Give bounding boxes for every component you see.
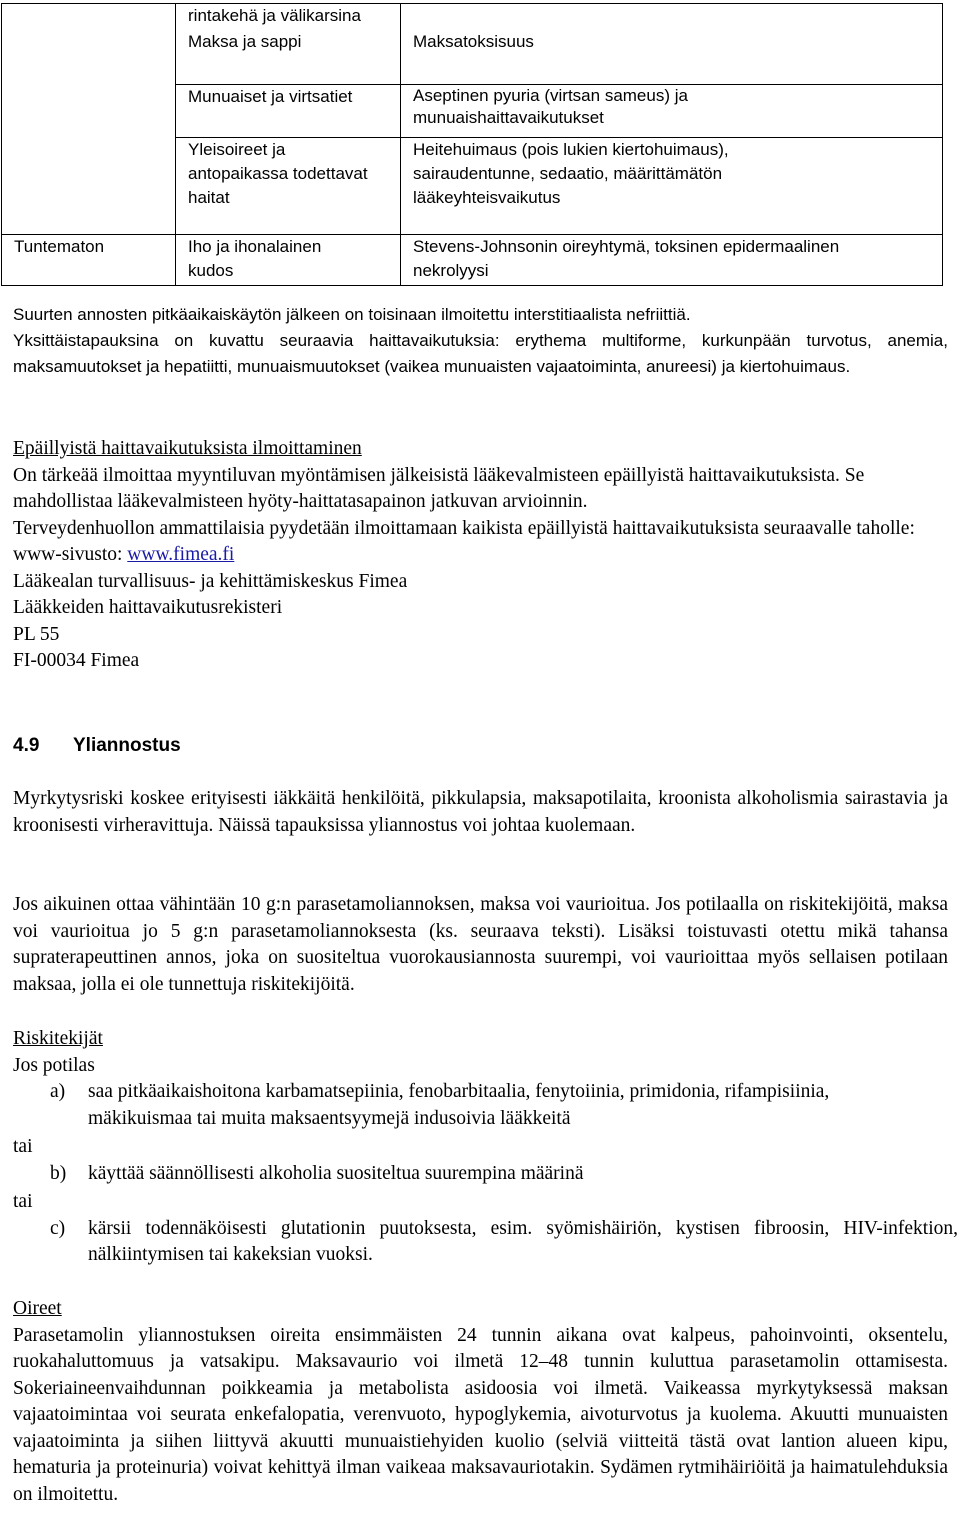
freq-cell: Tuntematon — [2, 235, 176, 286]
risk-heading: Riskitekijät — [13, 1028, 103, 1049]
reporting-paragraph: On tärkeää ilmoittaa myyntiluvan myöntämisen jälkeisistä lääkevalmisteen epäillyistä haittavaikutuksista. Se mahdollistaa lääkevalmisteen hyöty-haittatasapainon jatkuvan arvioinnin. — [13, 464, 865, 512]
fimea-link[interactable]: www.fimea.fi — [127, 544, 235, 565]
organ-line: rintakehä ja välikarsina — [188, 6, 361, 25]
item-text: saa pitkäaikaishoitona karbamatsepiinia, fenobarbitaalia, fenytoiinia, primidonia, rifampisiinia, mäkikuismaa tai muita maksaentsyymejä indusoivia lääkkeitä — [88, 1081, 830, 1129]
organ-line: Iho ja ihonalainen — [188, 237, 322, 256]
list-item — [13, 1216, 958, 1269]
symptoms-heading: Oireet — [13, 1298, 62, 1319]
risk-list — [13, 1079, 958, 1132]
item-text: kärsii todennäköisesti glutationin puutoksesta, esim. syömishäiriön, kystisen fibroosin, HIV-infektion, nälkiintymisen tai kakeksian vuoksi. — [88, 1217, 958, 1265]
effect-line: lääkeyhteisvaikutus — [413, 188, 561, 207]
reporting-paragraph: Terveydenhuollon ammattilaisia pyydetään ilmoittamaan kaikista epäillyistä haittavaikutuksista seuraavalle taholle: — [13, 517, 915, 539]
intro-paragraph: Suurten annosten pitkäaikaiskäytön jälkeen on toisinaan ilmoitettu interstitiaalista nefriittiä. — [13, 305, 691, 324]
table-row — [2, 4, 943, 85]
effect-line: Maksatoksisuus — [413, 32, 534, 51]
risk-list — [13, 1161, 958, 1188]
item-text: käyttää säännöllisesti alkoholia suositeltua suurempina määrinä — [88, 1162, 584, 1184]
address-line: FI-00034 Fimea — [13, 650, 140, 671]
or-connector: tai — [13, 1191, 33, 1212]
adverse-effects-table — [1, 3, 943, 286]
intro-paragraph: Yksittäistapauksina on kuvattu seuraavia haittavaikutuksia: erythema multiforme, kurkunpään turvotus, anemia, maksamuutokset ja hepatiitti, munuaismuutokset (vaikea munuaisten vajaatoiminta, anureesi) ja kiertohuimaus. — [13, 331, 948, 376]
website-label: www-sivusto: — [13, 544, 128, 565]
organ-line: Maksa ja sappi — [188, 32, 302, 51]
risk-section — [13, 1026, 958, 1269]
address-line: Lääkealan turvallisuus- ja kehittämiskeskus Fimea — [13, 570, 408, 592]
effect-line: Heitehuimaus (pois lukien kiertohuimaus), — [413, 140, 729, 159]
organ-line: antopaikassa todettavat — [188, 164, 368, 183]
effect-line: munuaishaittavaikutukset — [413, 108, 604, 127]
symptoms-section — [13, 1296, 948, 1508]
effect-line: Aseptinen pyuria (virtsan sameus) ja — [413, 86, 688, 105]
organ-line: Munuaiset ja virtsatiet — [188, 87, 353, 106]
intro-section — [13, 302, 948, 380]
organ-cell — [176, 235, 401, 286]
organ-line: haitat — [188, 188, 230, 207]
table-row — [2, 235, 943, 286]
risk-lead: Jos potilas — [13, 1054, 95, 1076]
reporting-section — [13, 436, 948, 675]
reporting-heading: Epäillyistä haittavaikutuksista ilmoittaminen — [13, 438, 362, 459]
address-line: PL 55 — [13, 623, 60, 645]
effect-line: Stevens-Johnsonin oireyhtymä, toksinen epidermaalinen — [413, 237, 840, 256]
website-line — [13, 542, 948, 569]
overdose-paragraph: Myrkytysriski koskee erityisesti iäkkäitä henkilöitä, pikkulapsia, maksapotilaita, kroonista alkoholismia sairastavia ja kroonisesti virheravittuja. Näissä tapauksissa yliannostus voi johtaa kuolemaan. — [13, 788, 948, 836]
address-line: Lääkkeiden haittavaikutusrekisteri — [13, 597, 283, 618]
list-item — [13, 1161, 958, 1188]
effects-cell — [401, 4, 943, 85]
item-marker: a) — [50, 1081, 66, 1102]
effects-cell — [401, 85, 943, 138]
list-item — [13, 1079, 888, 1132]
freq-cell — [2, 4, 176, 235]
effect-line: nekrolyysi — [413, 261, 489, 280]
section-heading — [13, 733, 181, 759]
section-title: Yliannostus — [73, 735, 181, 756]
effects-cell — [401, 138, 943, 235]
organ-line: Yleisoireet ja — [188, 140, 286, 159]
effect-line — [413, 4, 942, 28]
or-connector: tai — [13, 1136, 33, 1157]
overdose-paragraph: Jos aikuinen ottaa vähintään 10 g:n parasetamoliannoksen, maksa voi vaurioitua. Jos potilaalla on riskitekijöitä, maksa voi vaurioitua jo 5 g:n parasetamoliannoksesta (ks. seuraava teksti). Lisäksi toistuvasti otettu mikä tahansa supraterapeuttinen annos, joka on suositeltua vuorokausiannosta suurempi, voi vaurioittaa myös sellaisen potilaan maksaa, jolla ei ole tunnettuja riskitekijöitä. — [13, 894, 948, 995]
symptoms-paragraph: Parasetamolin yliannostuksen oireita ensimmäisten 24 tunnin aikana ovat kalpeus, pahoinvointi, oksentelu, ruokahaluttomuus ja vatsakipu. Maksavaurio voi ilmetä 12–48 tunnin kuluttua parasetamolin ottamisesta. Sokeriaineenvaihdunnan poikkeamia ja metabolista asidoosia voi ilmetä. Vaikeassa myrkytyksessä maksan vajaatoimintaa voi seurata enkefalopatia, verenvuoto, hypoglykemia, aivoturvotus ja kuolema. Akuutti munuaisten vajaatoiminta ja siihen liittyvä akuutti munuaistiehyiden kuolio (selviä viitteitä tästä ovat lantion alueen kipu, hematuria ja proteinuria) voivat kehittyä ilman vaikeaa maksavauriotakin. Sydämen rytmihäiriöitä ja haimatulehduksia on ilmoitettu. — [13, 1324, 948, 1505]
item-marker: b) — [50, 1162, 67, 1184]
risk-list — [13, 1216, 958, 1269]
effects-cell — [401, 235, 943, 286]
organ-line: kudos — [188, 261, 234, 280]
organ-cell — [176, 85, 401, 138]
item-marker: c) — [50, 1217, 66, 1239]
organ-cell — [176, 138, 401, 235]
organ-cell — [176, 4, 401, 85]
effect-line: sairaudentunne, sedaatio, määrittämätön — [413, 164, 723, 183]
section-number: 4.9 — [13, 735, 40, 756]
